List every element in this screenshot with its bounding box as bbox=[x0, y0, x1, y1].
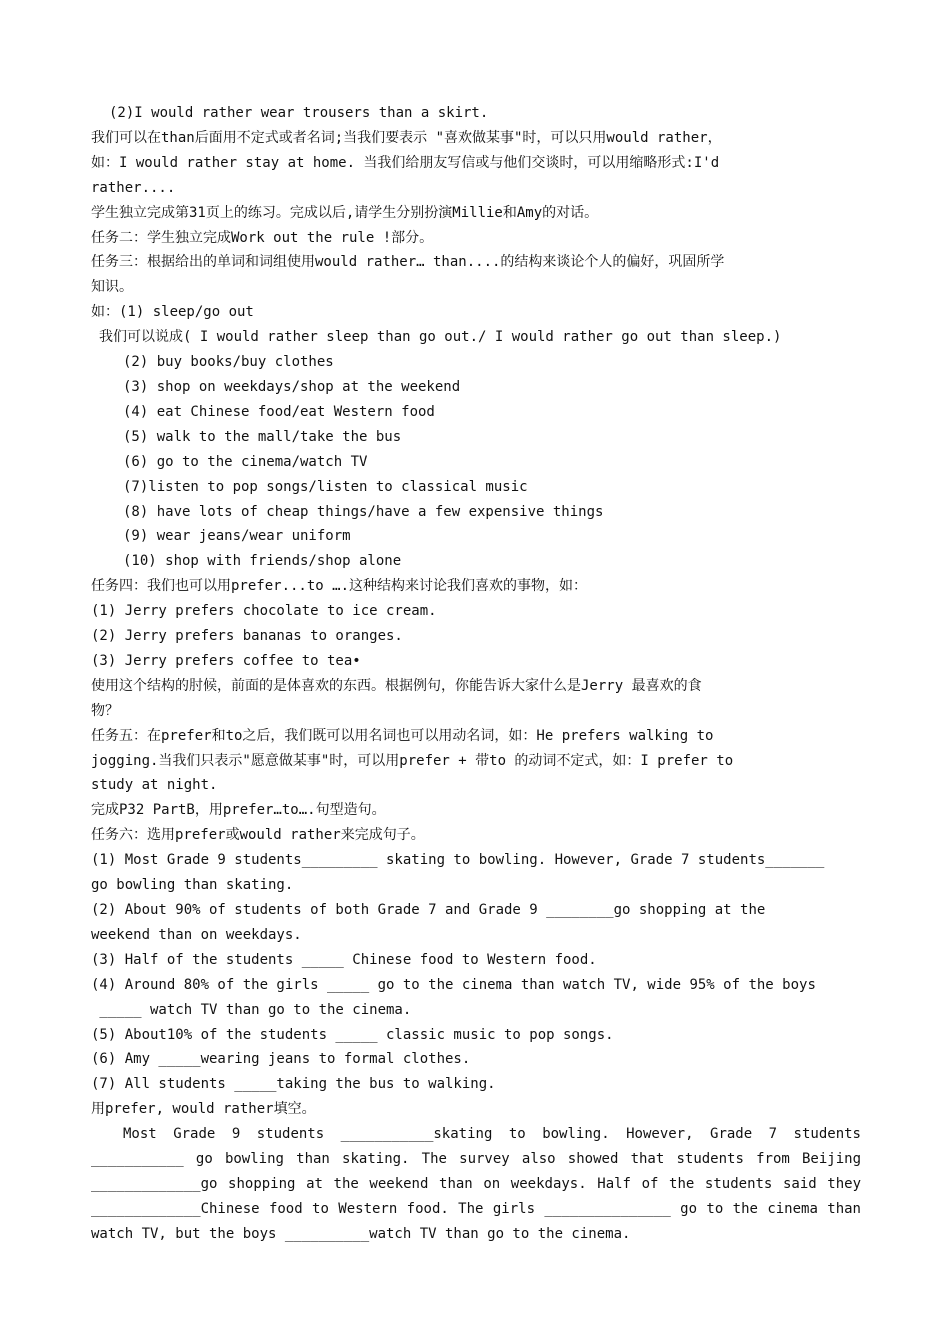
text-line: 完成P32 PartB，用prefer…to….句型造句。 bbox=[91, 802, 386, 819]
text-line: ___________ go bowling than skating. The survey also showed that students from Beijing bbox=[91, 1151, 861, 1168]
text-line: 使用这个结构的肘候，前面的是体喜欢的东西。根据例句，你能告诉大家什么是Jerry 最喜欢的食 bbox=[91, 677, 702, 694]
text-line: (2) About 90% of students of both Grade 7 and Grade 9 ________go shopping at the bbox=[91, 902, 766, 918]
text-line: (1) Jerry prefers chocolate to ice cream. bbox=[91, 603, 437, 620]
text-line: (7)listen to pop songs/listen to classical music bbox=[123, 478, 528, 495]
text-line: Most Grade 9 students ___________skating to bowling. However, Grade 7 students bbox=[123, 1126, 861, 1143]
text-line: (6) go to the cinema/watch TV bbox=[123, 453, 368, 470]
text-line: _____________go shopping at the weekend than on weekdays. Half of the students said they bbox=[91, 1175, 861, 1192]
text-line: study at night. bbox=[91, 777, 218, 794]
text-line: (7) All students _____taking the bus to walking. bbox=[91, 1076, 496, 1093]
text-line: 用prefer, would rather填空。 bbox=[91, 1101, 316, 1118]
text-line: (6) Amy _____wearing jeans to formal clothes. bbox=[91, 1051, 471, 1068]
text-line: 任务三：根据给出的单词和词组使用would rather… than....的结构来谈论个人的偏好，巩固所学 bbox=[91, 254, 725, 271]
text-line: 任务五：在prefer和to之后，我们既可以用名词也可以用动名词，如：He prefers walking to bbox=[91, 727, 714, 744]
text-line: 任务二：学生独立完成Work out the rule !部分。 bbox=[91, 229, 434, 246]
text-line: weekend than on weekdays. bbox=[91, 926, 302, 943]
document-body bbox=[91, 101, 861, 1247]
text-line: _____ watch TV than go to the cinema. bbox=[91, 1001, 412, 1018]
text-line: 我们可以在than后面用不定式或者名词;当我们要表示 "喜欢做某事"时，可以只用would rather， bbox=[91, 129, 722, 146]
text-line: 任务六：选用prefer或would rather来完成句子。 bbox=[91, 827, 425, 844]
text-line: (5) walk to the mall/take the bus bbox=[123, 428, 402, 445]
text-line: (3) Half of the students _____ Chinese food to Western food. bbox=[91, 951, 597, 968]
text-line: (10) shop with friends/shop alone bbox=[123, 553, 402, 570]
text-line: 知识。 bbox=[91, 279, 133, 296]
text-line: 任务四：我们也可以用prefer...to ….这种结构来讨论我们喜欢的事物，如： bbox=[91, 578, 588, 595]
text-line: rather.... bbox=[91, 179, 176, 196]
text-line: go bowling than skating. bbox=[91, 877, 294, 894]
text-line: (2) buy books/buy clothes bbox=[123, 354, 334, 371]
text-line: 如：I would rather stay at home. 当我们给朋友写信或与他们交谈时，可以用缩略形式:I'd bbox=[91, 154, 720, 171]
text-line: 学生独立完成第31页上的练习。完成以后,请学生分别扮演Millie和Amy的对话。 bbox=[91, 204, 599, 221]
text-line: (1) Most Grade 9 students_________ skating to bowling. However, Grade 7 students_______ bbox=[91, 852, 825, 869]
text-line: (8) have lots of cheap things/have a few expensive things bbox=[123, 503, 604, 520]
text-line: (3) shop on weekdays/shop at the weekend bbox=[123, 378, 461, 395]
text-line: 物？ bbox=[91, 702, 119, 719]
text-line: _____________Chinese food to Western food. The girls _______________ go to the cinema than bbox=[91, 1200, 861, 1217]
text-line: (4) Around 80% of the girls _____ go to the cinema than watch TV, wide 95% of the boys bbox=[91, 976, 816, 993]
text-line: (5) About10% of the students _____ classic music to pop songs. bbox=[91, 1026, 614, 1043]
text-line: (4) eat Chinese food/eat Western food bbox=[123, 403, 435, 420]
text-line: (9) wear jeans/wear uniform bbox=[123, 528, 351, 545]
text-line: 如：(1) sleep/go out bbox=[91, 304, 254, 321]
text-line: (2) Jerry prefers bananas to oranges. bbox=[91, 628, 403, 645]
text-line: (3) Jerry prefers coffee to tea• bbox=[91, 652, 361, 669]
text-line: watch TV, but the boys __________watch TV than go to the cinema. bbox=[91, 1225, 631, 1242]
text-line: (2)I would rather wear trousers than a skirt. bbox=[109, 105, 489, 121]
text-line: jogging.当我们只表示"愿意做某事"时，可以用prefer + 带to 的动词不定式，如：I prefer to bbox=[91, 752, 734, 769]
text-line: 我们可以说成( I would rather sleep than go out./ I would rather go out than sleep.) bbox=[99, 329, 782, 346]
